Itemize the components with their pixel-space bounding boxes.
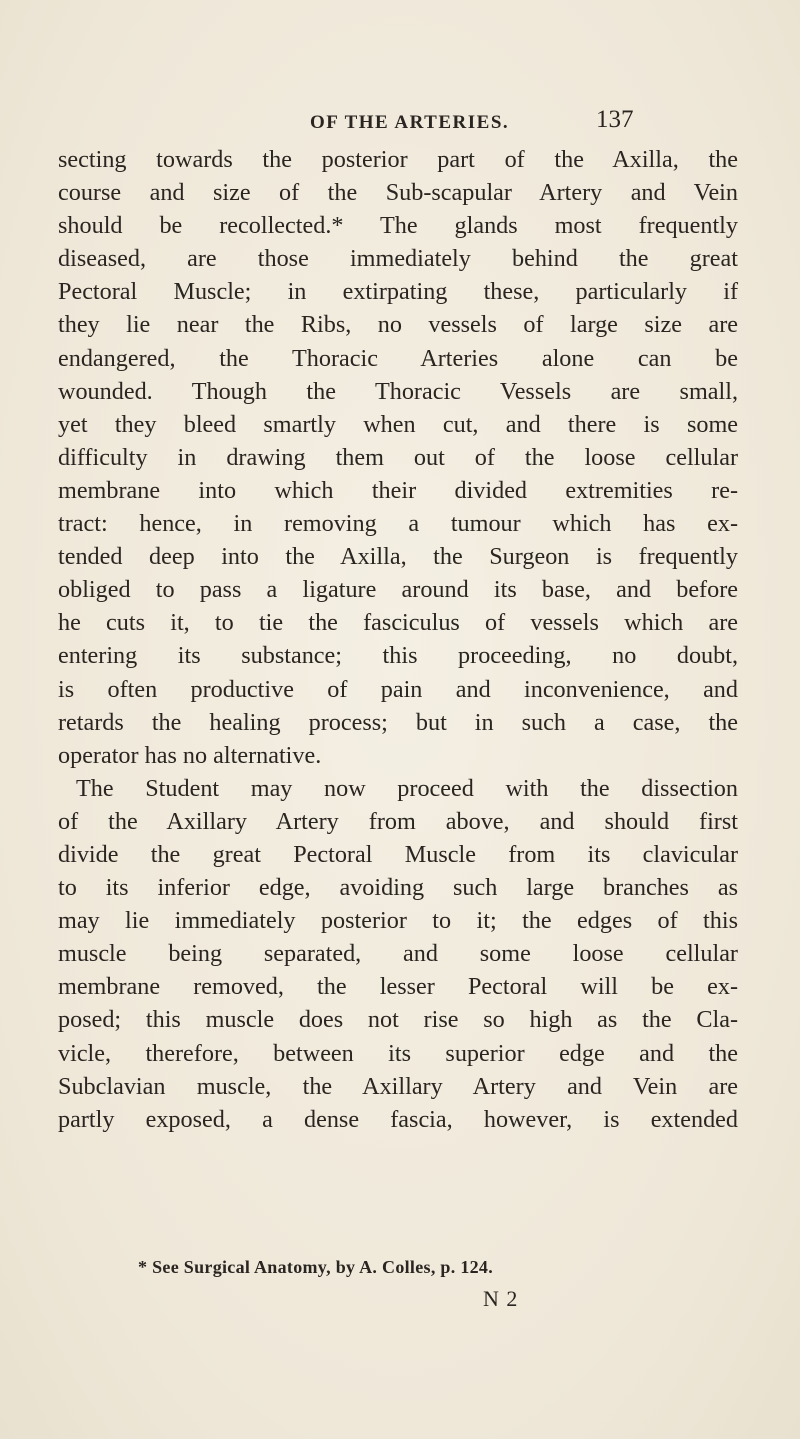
text-line: retards the healing process; but in such a case, the [58,708,738,736]
text-line: of the Axillary Artery from above, and should first [58,807,738,835]
text-line: Subclavian muscle, the Axillary Artery and Vein are [58,1072,738,1100]
text-line: secting towards the posterior part of the Axilla, the [58,146,738,173]
text-line: difficulty in drawing them out of the loose cellular [58,443,738,471]
running-head: OF THE ARTERIES. [310,112,510,133]
page-number: 137 [596,106,634,133]
text-line: vicle, therefore, between its superior edge and the [58,1039,738,1067]
text-line: Pectoral Muscle; in extirpating these, particularly if [58,278,738,306]
text-line: operator has no alternative. [58,741,322,769]
text-line: obliged to pass a ligature around its base, and before [58,576,738,604]
text-line: course and size of the Sub-scapular Artery and Vein [58,179,738,207]
footnote: * See Surgical Anatomy, by A. Colles, p. 124. [138,1257,494,1277]
text-line: should be recollected.* The glands most frequently [58,212,738,240]
text-line: to its inferior edge, avoiding such large branches as [58,874,738,902]
text-line: wounded. Though the Thoracic Vessels are small, [58,377,738,405]
text-line: is often productive of pain and inconvenience, and [58,675,738,703]
text-line: he cuts it, to tie the fasciculus of vessels which are [58,609,738,637]
text-line: membrane removed, the lesser Pectoral will be ex- [58,973,738,1001]
text-line: The Student may now proceed with the dissection [76,774,738,802]
text-line: muscle being separated, and some loose cellular [58,940,738,968]
signature-mark: N 2 [483,1286,519,1311]
text-line: yet they bleed smartly when cut, and there is some [58,410,738,438]
text-line: tended deep into the Axilla, the Surgeon is frequently [58,543,738,571]
page-header [0,106,800,140]
body-text [58,143,738,1136]
text-line: tract: hence, in removing a tumour which has ex- [58,510,738,538]
text-line: membrane into which their divided extremities re- [58,476,738,504]
text-line: may lie immediately posterior to it; the edges of this [58,907,738,935]
text-line: divide the great Pectoral Muscle from its clavicular [58,840,738,868]
text-line: diseased, are those immediately behind the great [58,245,738,273]
text-line: partly exposed, a dense fascia, however, is extended [58,1105,738,1133]
text-line: endangered, the Thoracic Arteries alone can be [58,344,738,372]
text-line: entering its substance; this proceeding, no doubt, [58,642,738,670]
text-line: they lie near the Ribs, no vessels of large size are [58,311,738,339]
text-line: posed; this muscle does not rise so high as the Cla- [58,1006,738,1034]
